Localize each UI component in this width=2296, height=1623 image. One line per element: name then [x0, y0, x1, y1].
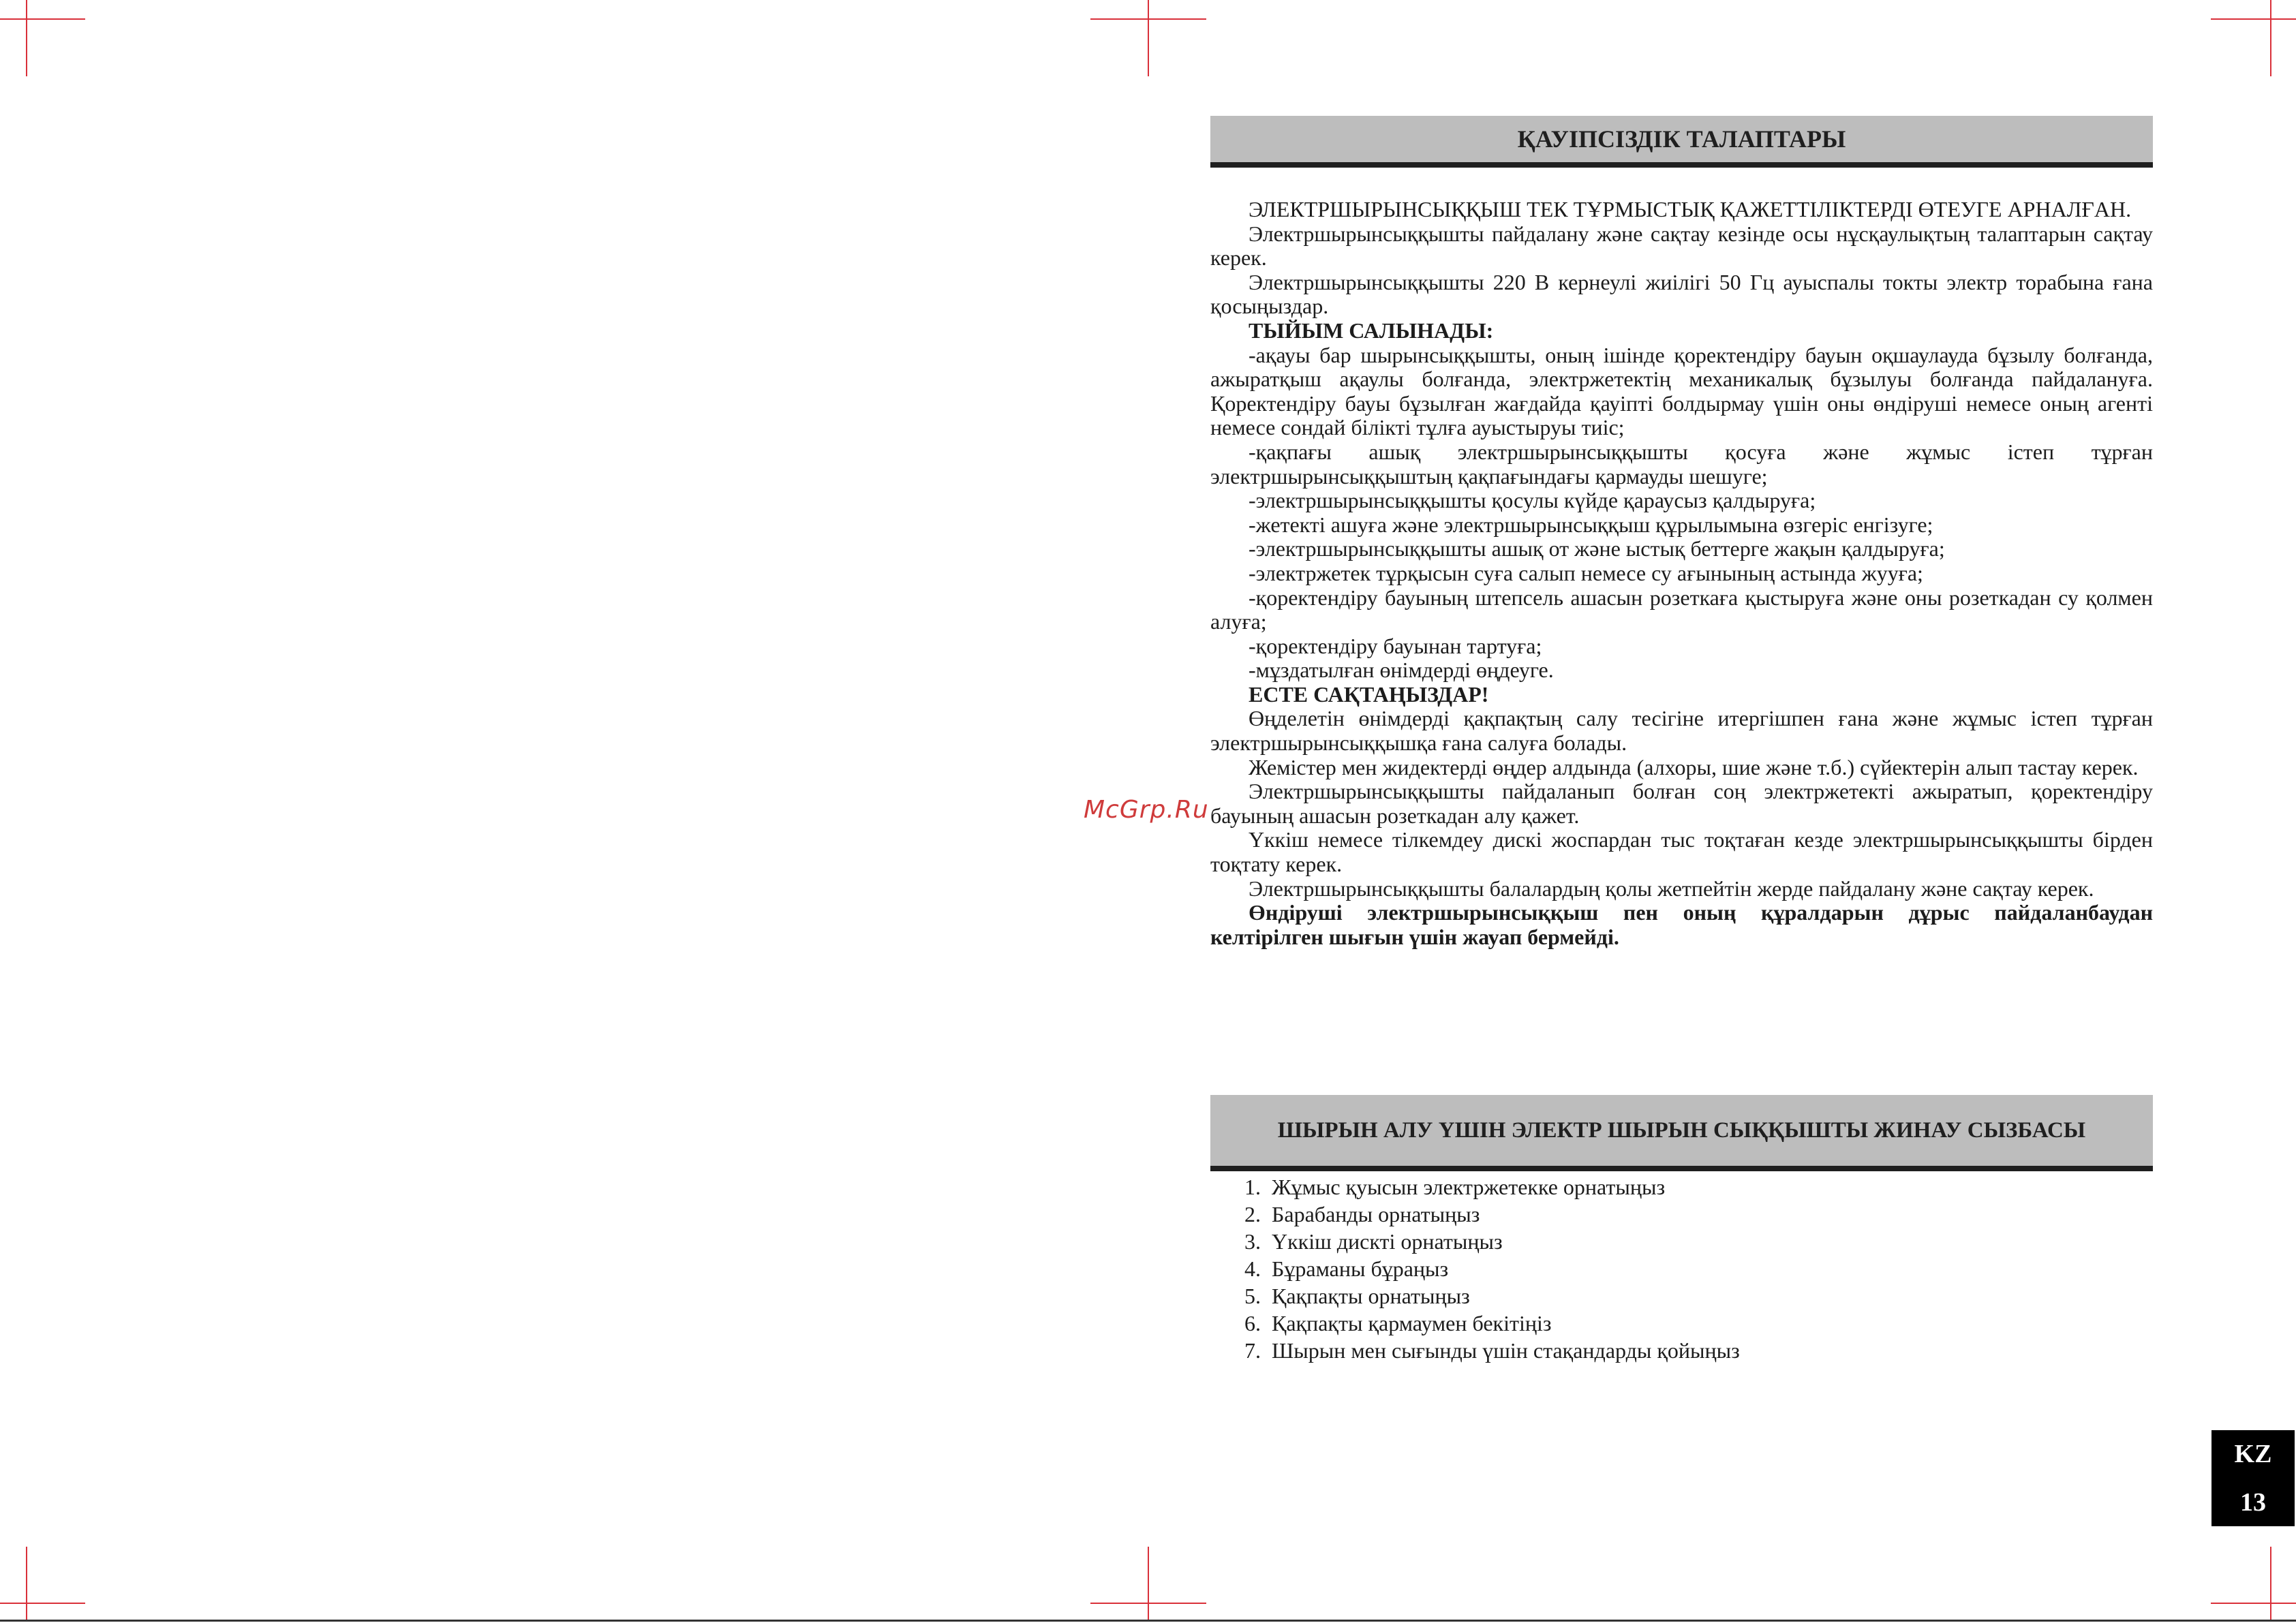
- paragraph: -қақпағы ашық электршырынсыққышты қосуға және жұмыс істеп тұрған электршырынсыққыштың қақпағындағы қармауды шешуге;: [1210, 439, 2153, 489]
- page-tab: [2211, 1430, 2295, 1526]
- prohibited-heading: ТЫЙЫМ САЛЫНАДЫ:: [1249, 318, 1494, 343]
- list-item: 1. Жұмыс қуысын электржетекке орнатыңыз: [1244, 1175, 1666, 1199]
- paragraph: Электршырынсыққышты 220 В кернеулі жиілігі 50 Гц ауыспалы токты электр торабына ғана қосыңыздар.: [1210, 269, 2153, 319]
- paragraph: Өңделетін өнімдерді қақпақтың салу тесігіне итергішпен ғана және жұмыс істеп тұрған электршырынсыққышқа ғана салуға болады.: [1210, 706, 2153, 756]
- watermark: McGrp.Ru: [1084, 796, 1209, 824]
- safety-heading: ҚАУІПСІЗДІК ТАЛАПТАРЫ: [1210, 116, 2153, 168]
- page-number: 13: [2240, 1487, 2266, 1517]
- paragraph: Электршырынсыққышты балалардың қолы жетпейтін жерде пайдалану және сақтау керек.: [1249, 876, 2094, 901]
- list-item: 6. Қақпақты қармаумен бекітіңіз: [1244, 1311, 1552, 1335]
- assembly-steps: [1244, 1173, 1740, 1364]
- paragraph: -электршырынсыққышты ашық от және ыстық беттерге жақын қалдыруға;: [1249, 536, 1945, 561]
- paragraph: -қоректендіру бауынан тартуға;: [1249, 633, 1542, 658]
- list-item: 7. Шырын мен сығынды үшін стақандарды қойыңыз: [1244, 1338, 1740, 1363]
- paragraph: -мұздатылған өнімдерді өңдеуге.: [1249, 658, 1554, 683]
- list-item: 4. Бұраманы бұраңыз: [1244, 1256, 1449, 1281]
- paragraph: ЭЛЕКТРШЫРЫНСЫҚҚЫШ ТЕК ТҰРМЫСТЫҚ ҚАЖЕТТІЛІКТЕРДІ ӨТЕУГЕ АРНАЛҒАН.: [1249, 197, 2132, 221]
- paragraph: Электршырынсыққышты пайдаланып болған соң электржетекті ажыратып, қоректендіру бауының ашасын розеткадан алу қажет.: [1210, 779, 2153, 828]
- safety-text: [1210, 198, 2153, 949]
- list-item: 2. Барабанды орнатыңыз: [1244, 1202, 1480, 1226]
- paragraph: -электржетек тұрқысын суға салып немесе су ағынының астында жууға;: [1249, 560, 1923, 585]
- liability-note: Өндіруші электршырынсыққыш пен оның құралдарын дұрыс пайдаланбаудан келтірілген шығын үшін жауап бермейді.: [1210, 900, 2153, 949]
- list-item: 5. Қақпақты орнатыңыз: [1244, 1284, 1470, 1308]
- paragraph: -жетекті ашуға және электршырынсыққыш құрылымына өзгеріс енгізуге;: [1249, 512, 1933, 537]
- paragraph: -қоректендіру бауының штепсель ашасын розеткаға қыстыруға және оны розеткадан су қолмен алуға;: [1210, 585, 2153, 634]
- assembly-heading: ШЫРЫН АЛУ ҮШІН ЭЛЕКТР ШЫРЫН СЫҚҚЫШТЫ ЖИНАУ СЫЗБАСЫ: [1210, 1095, 2153, 1171]
- page-bottom-rule: [0, 1620, 2296, 1622]
- paragraph: Жемістер мен жидектерді өңдер алдында (алхоры, шие және т.б.) сүйектерін алып тастау керек.: [1249, 754, 2139, 779]
- paragraph: -ақауы бар шырынсыққышты, оның ішінде қоректендіру бауын оқшаулауда бұзылу болғанда, ажыратқыш ақаулы болғанда, электржетектің механикалық бұзылуы болғанда пайдалануға. Қоректендіру бауы бұзылған жағдайда қауіпті болдырмау үшін оны өндіруші немесе оның агенті немесе сондай білікті тұлға ауыстыруы тиіс;: [1210, 342, 2153, 440]
- language-code: KZ: [2234, 1440, 2272, 1469]
- paragraph: Үккіш немесе тілкемдеу дискі жоспардан тыс тоқтаған кезде электршырынсыққышты бірден тоқтату керек.: [1210, 827, 2153, 877]
- paragraph: Электршырынсыққышты пайдалану және сақтау кезінде осы нұсқаулықтың талаптарын сақтау керек.: [1210, 221, 2153, 270]
- paragraph: -электршырынсыққышты қосулы күйде қараусыз қалдыруға;: [1249, 488, 1816, 513]
- list-item: 3. Үккіш дискті орнатыңыз: [1244, 1229, 1503, 1254]
- remember-heading: ЕСТЕ САҚТАҢЫЗДАР!: [1249, 681, 1489, 707]
